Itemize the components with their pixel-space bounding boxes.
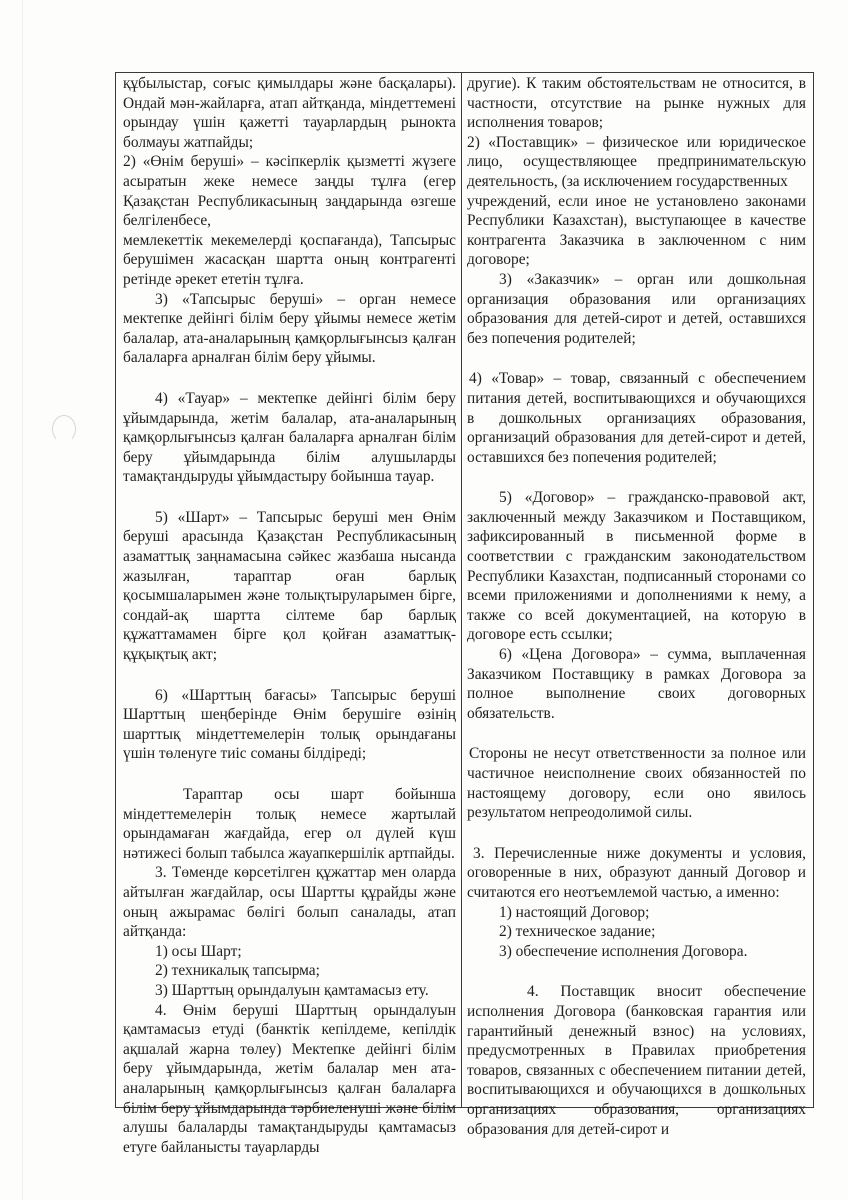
definition-contract-price-kz: 6) «Шарттың бағасы» Тапсырыс беруші Шарттың шеңберінде Өнім берушіге өзінің шарттық міндеттемелерін толық орындағаны үшін төленуге тиіс соманы білдіреді; [123,686,456,763]
clause-3-ru: 3. Перечисленные ниже документы и условия, оговоренные в них, образуют данный Договор и считаются его неотъемлемой частью, а именно: [467,844,806,901]
paragraph-force-majeure-end-ru: другие). К таким обстоятельствам не относится, в частности, отсутствие на рынке нужных для исполнения товаров; [467,75,806,132]
clause-4-kz: 4. Өнім беруші Шарттың орындалуын қамтамасыз етуді (банктік кепілдеме, кепілдік ақшалай жарна төлеу) Мектепке дейінгі білім беру ұйымдарында, жетім балалар мен ата-аналарының қамқорлығынсыз қалған балаларға білім беру ұйымдарында тәрбиеленуші және білім алушы балаларды тамақтандыруды қамтамасыз етуге байланысты тауарларды [123,1001,456,1156]
clause-3-kz: 3. Төменде көрсетілген құжаттар мен оларда айтылған жағдайлар, осы Шартты құрайды және оның ажырамас бөлігі болып саналады, атап айтқанда: [123,864,456,941]
scan-artifact-line [22,0,23,1200]
definition-goods-kz: 4) «Тауар» – мектепке дейінгі білім беру ұйымдарында, жетім балалар, ата-аналарының қамқорлығынсыз қалған балаларға арналған білім беру ұйымдарында білім алушыларды тамақтандыруды ұйымдастыру бойынша тауар. [123,389,456,486]
punch-hole-mark [52,415,76,443]
definition-goods-ru: 4) «Товар» – товар, связанный с обеспечением питания детей, воспитывающихся и обучающихся в дошкольных организациях образования, организаций образования для детей-сирот и детей, оставшихся без попечения родителей; [467,370,806,466]
list-item-ru-3: 3) обеспечение исполнения Договора. [499,942,748,960]
list-item-kz-1: 1) осы Шарт; [155,942,242,960]
list-item-ru-1: 1) настоящий Договор; [499,903,650,921]
definition-contract-price-ru: 6) «Цена Договора» – сумма, выплаченная Заказчиком Поставщику в рамках Договора за полное выполнение своих договорных обязательств. [467,646,806,722]
definition-supplier-ru: 2) «Поставщик» – физическое или юридическое лицо, осуществляющее предпринимательскую деятельность, (за исключением государственных [467,133,806,190]
definition-supplier-kz-cont: мемлекеттік мекемелерді қоспағанда), Тапсырыс берушімен жасасқан шартта оның контрагенті ретінде әрекет ететін тұлға. [123,231,456,288]
list-item-kz-3: 3) Шарттың орындалуын қамтамасыз ету. [155,981,429,999]
definition-contract-kz: 5) «Шарт» – Тапсырыс беруші мен Өнім беруші арасында Қазақстан Республикасының азаматтық заңнамасына сәйкес жазбаша нысанда жазылған, тараптар оған барлық қосымшаларымен және толықтыруларымен бірге, сондай-ақ шартта сілтеме бар барлық құжаттамамен бірге қол қойған азаматтық-құқықтық акт; [123,508,456,664]
force-majeure-clause-kz: Тараптар осы шарт бойынша міндеттемелерін толық немесе жартылай орындамаған жағдайда, егер ол дүлей күш нәтижесі болып табылса жауапкершілік артпайды. [123,786,456,862]
kazakh-column [116,73,462,1156]
definition-customer-kz: 3) «Тапсырыс беруші» – орган немесе мектепке дейінгі білім беру ұйымы немесе жетім балалар, ата-аналарының қамқорлығынсыз қалған балаларға арналған білім беру ұйымы. [123,290,456,367]
definition-supplier-kz: 2) «Өнім беруші» – кәсіпкерлік қызметті жүзеге асыратын жеке немесе заңды тұлға (егер Қазақстан Республикасының заңдарында өзгеше белгіленбесе, [123,153,456,230]
definition-customer-ru: 3) «Заказчик» – орган или дошкольная организация образования или организациях образования для детей-сирот и детей, оставшихся без попечения родителей; [467,270,806,347]
list-item-kz-2: 2) техникалық тапсырма; [155,962,320,980]
russian-column [462,73,812,1138]
clause-4-ru: 4. Поставщик вносит обеспечение исполнения Договора (банковская гарантия или гарантийный денежный взнос) на условиях, предусмотренных в Правилах приобретения товаров, связанных с обеспечением питании детей, воспитывающихся и обучающихся в дошкольных организациях образования, организациях образования для детей-сирот и [467,983,806,1138]
definition-contract-ru: 5) «Договор» – гражданско-правовой акт, заключенный между Заказчиком и Поставщиком, зафиксированный в письменной форме в соответствии с гражданским законодательством Республики Казахстан, подписанный сторонами со всеми приложениями и дополнениями к нему, а также со всей документацией, на которую в договоре есть ссылки; [467,489,806,644]
definition-supplier-ru-cont: учреждений, если иное не установлено законами Республики Казахстан), выступающее в качестве контрагента Заказчика в заключенном с ним договоре; [467,192,806,269]
force-majeure-clause-ru: Стороны не несут ответственности за полное или частичное неисполнение своих обязанностей по настоящему договору, если оно явилось результатом непреодолимой силы. [467,745,806,822]
list-item-ru-2: 2) техническое задание; [499,923,656,941]
paragraph-force-majeure-end-kz: құбылыстар, соғыс қимылдары және басқалары). Ондай мән-жайларға, атап айтқанда, міндеттемені орындау үшін қажетті тауарлардың рынокта болмауы жатпайды; [123,75,456,151]
bilingual-contract-table [115,72,814,1156]
